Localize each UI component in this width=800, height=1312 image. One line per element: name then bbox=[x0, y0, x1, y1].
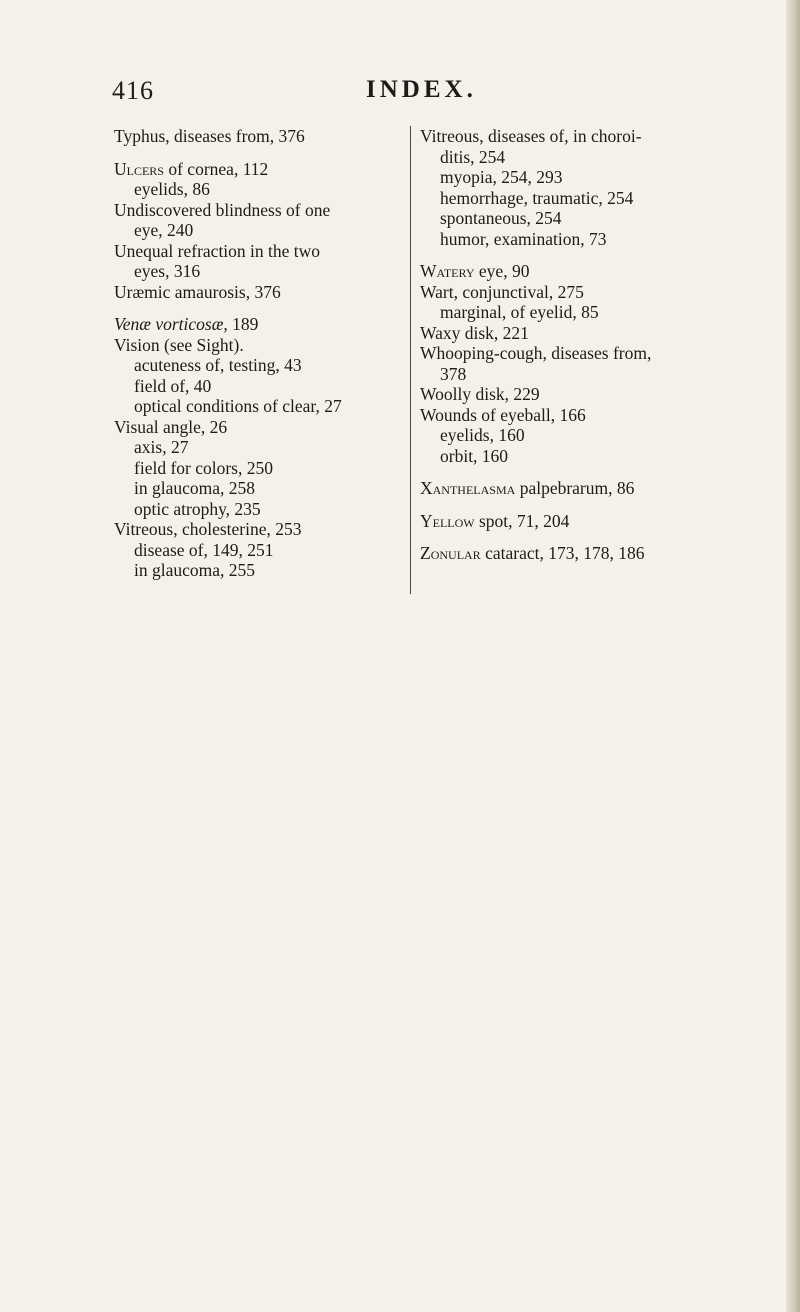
index-entry bbox=[420, 323, 746, 344]
index-entry-text: marginal, of eyelid, 85 bbox=[440, 302, 599, 322]
index-entry-text: axis, 27 bbox=[134, 437, 189, 457]
index-entry-continuation bbox=[114, 261, 406, 282]
letter-section-lead-word: Zonular bbox=[420, 543, 481, 563]
index-subentry bbox=[114, 560, 406, 581]
index-entry bbox=[114, 241, 406, 262]
index-entry-text: spot, 71, 204 bbox=[474, 510, 570, 531]
index-subentry bbox=[420, 446, 746, 467]
index-entry-text: ditis, 254 bbox=[440, 146, 506, 167]
letter-section-lead-word: Yellow bbox=[420, 510, 475, 531]
index-column-left bbox=[114, 126, 406, 581]
letter-section-lead-word: Xanthelasma bbox=[420, 478, 516, 498]
index-entry bbox=[114, 335, 406, 356]
index-entry-text: spontaneous, 254 bbox=[440, 208, 562, 228]
index-subentry bbox=[420, 229, 746, 250]
index-entry-text: eye, 240 bbox=[134, 220, 194, 240]
index-subentry bbox=[114, 355, 406, 376]
index-subentry bbox=[420, 188, 746, 209]
index-entry-italic-term: Venæ vorticosæ, bbox=[114, 314, 228, 334]
index-subentry bbox=[420, 208, 746, 229]
index-entry-text: field of, 40 bbox=[134, 375, 212, 396]
index-entry-text: palpebrarum, 86 bbox=[515, 478, 635, 498]
page-number: 416 bbox=[112, 76, 154, 105]
index-entry-text: Unequal refraction in the two bbox=[114, 240, 321, 261]
index-entry-text: 189 bbox=[227, 314, 259, 334]
index-subentry bbox=[114, 179, 406, 200]
index-entry-text: in glaucoma, 255 bbox=[134, 560, 256, 580]
entry-gap bbox=[420, 249, 746, 261]
index-entry-text: in glaucoma, 258 bbox=[134, 478, 256, 498]
index-entry bbox=[114, 519, 406, 540]
index-entry-text: 378 bbox=[440, 363, 467, 384]
page-edge bbox=[786, 0, 800, 1312]
index-entry-text: humor, examination, 73 bbox=[440, 228, 607, 249]
letter-section-lead-word: Watery bbox=[420, 261, 475, 281]
index-entry-text: eyelids, 160 bbox=[440, 425, 525, 445]
index-column-right bbox=[420, 126, 746, 564]
index-entry-text: of cornea, 112 bbox=[163, 158, 269, 179]
index-entry-text: myopia, 254, 293 bbox=[440, 167, 563, 187]
index-subentry bbox=[114, 458, 406, 479]
entry-gap bbox=[114, 147, 406, 159]
index-entry-text: Wart, conjunctival, 275 bbox=[420, 281, 584, 302]
index-entry-text: cataract, 173, 178, 186 bbox=[480, 543, 645, 563]
index-entry-text: disease of, 149, 251 bbox=[134, 539, 274, 560]
index-entry bbox=[420, 543, 746, 564]
running-title: INDEX. bbox=[366, 76, 477, 103]
index-entry bbox=[420, 126, 746, 147]
index-entry bbox=[420, 261, 746, 282]
index-entry bbox=[420, 282, 746, 303]
index-subentry bbox=[420, 167, 746, 188]
index-entry-text: orbit, 160 bbox=[440, 445, 509, 466]
index-entry-continuation bbox=[420, 364, 746, 385]
index-entry-text: Vision (see Sight). bbox=[114, 334, 244, 355]
index-entry bbox=[114, 126, 406, 147]
column-divider bbox=[410, 126, 411, 594]
index-entry-text: Waxy disk, 221 bbox=[420, 322, 529, 343]
index-subentry bbox=[114, 376, 406, 397]
index-entry-text: Vitreous, cholesterine, 253 bbox=[114, 519, 302, 539]
index-entry bbox=[420, 478, 746, 499]
index-subentry bbox=[114, 396, 406, 417]
index-subentry bbox=[420, 302, 746, 323]
index-entry-text: Vitreous, diseases of, in choroi- bbox=[420, 126, 642, 146]
index-entry-text: Uræmic amaurosis, 376 bbox=[114, 281, 281, 302]
index-entry-text: eyelids, 86 bbox=[134, 179, 210, 199]
index-entry bbox=[420, 343, 746, 364]
entry-gap bbox=[420, 499, 746, 511]
index-entry bbox=[114, 417, 406, 438]
index-subentry bbox=[420, 425, 746, 446]
entry-gap bbox=[420, 531, 746, 543]
index-subentry bbox=[114, 437, 406, 458]
entry-gap bbox=[420, 466, 746, 478]
index-entry-text: hemorrhage, traumatic, 254 bbox=[440, 187, 634, 208]
index-entry-text: optic atrophy, 235 bbox=[134, 498, 261, 519]
index-entry-text: Typhus, diseases from, 376 bbox=[114, 126, 305, 146]
index-entry-text: Visual angle, 26 bbox=[114, 416, 228, 437]
letter-section-lead-word: Ulcers bbox=[114, 158, 164, 179]
index-entry-text: Woolly disk, 229 bbox=[420, 384, 540, 404]
index-entry-text: eyes, 316 bbox=[134, 261, 201, 281]
entry-gap bbox=[114, 302, 406, 314]
index-entry bbox=[114, 159, 406, 180]
index-entry bbox=[420, 405, 746, 426]
index-entry-text: optical conditions of clear, 27 bbox=[134, 396, 342, 416]
index-entry-text: Wounds of eyeball, 166 bbox=[420, 404, 586, 425]
page-header bbox=[0, 76, 800, 106]
index-subentry bbox=[114, 478, 406, 499]
index-entry bbox=[420, 511, 746, 532]
index-entry-text: acuteness of, testing, 43 bbox=[134, 355, 302, 375]
index-entry-continuation bbox=[114, 220, 406, 241]
index-subentry bbox=[114, 499, 406, 520]
index-entry-text: field for colors, 250 bbox=[134, 457, 273, 478]
index-entry bbox=[420, 384, 746, 405]
index-entry-continuation bbox=[420, 147, 746, 168]
index-entry bbox=[114, 200, 406, 221]
index-entry-text: eye, 90 bbox=[474, 261, 530, 281]
index-entry bbox=[114, 282, 406, 303]
index-subentry bbox=[114, 540, 406, 561]
index-entry bbox=[114, 314, 406, 335]
index-entry-text: Undiscovered blindness of one bbox=[114, 199, 331, 220]
index-entry-text: Whooping-cough, diseases from, bbox=[420, 343, 652, 363]
